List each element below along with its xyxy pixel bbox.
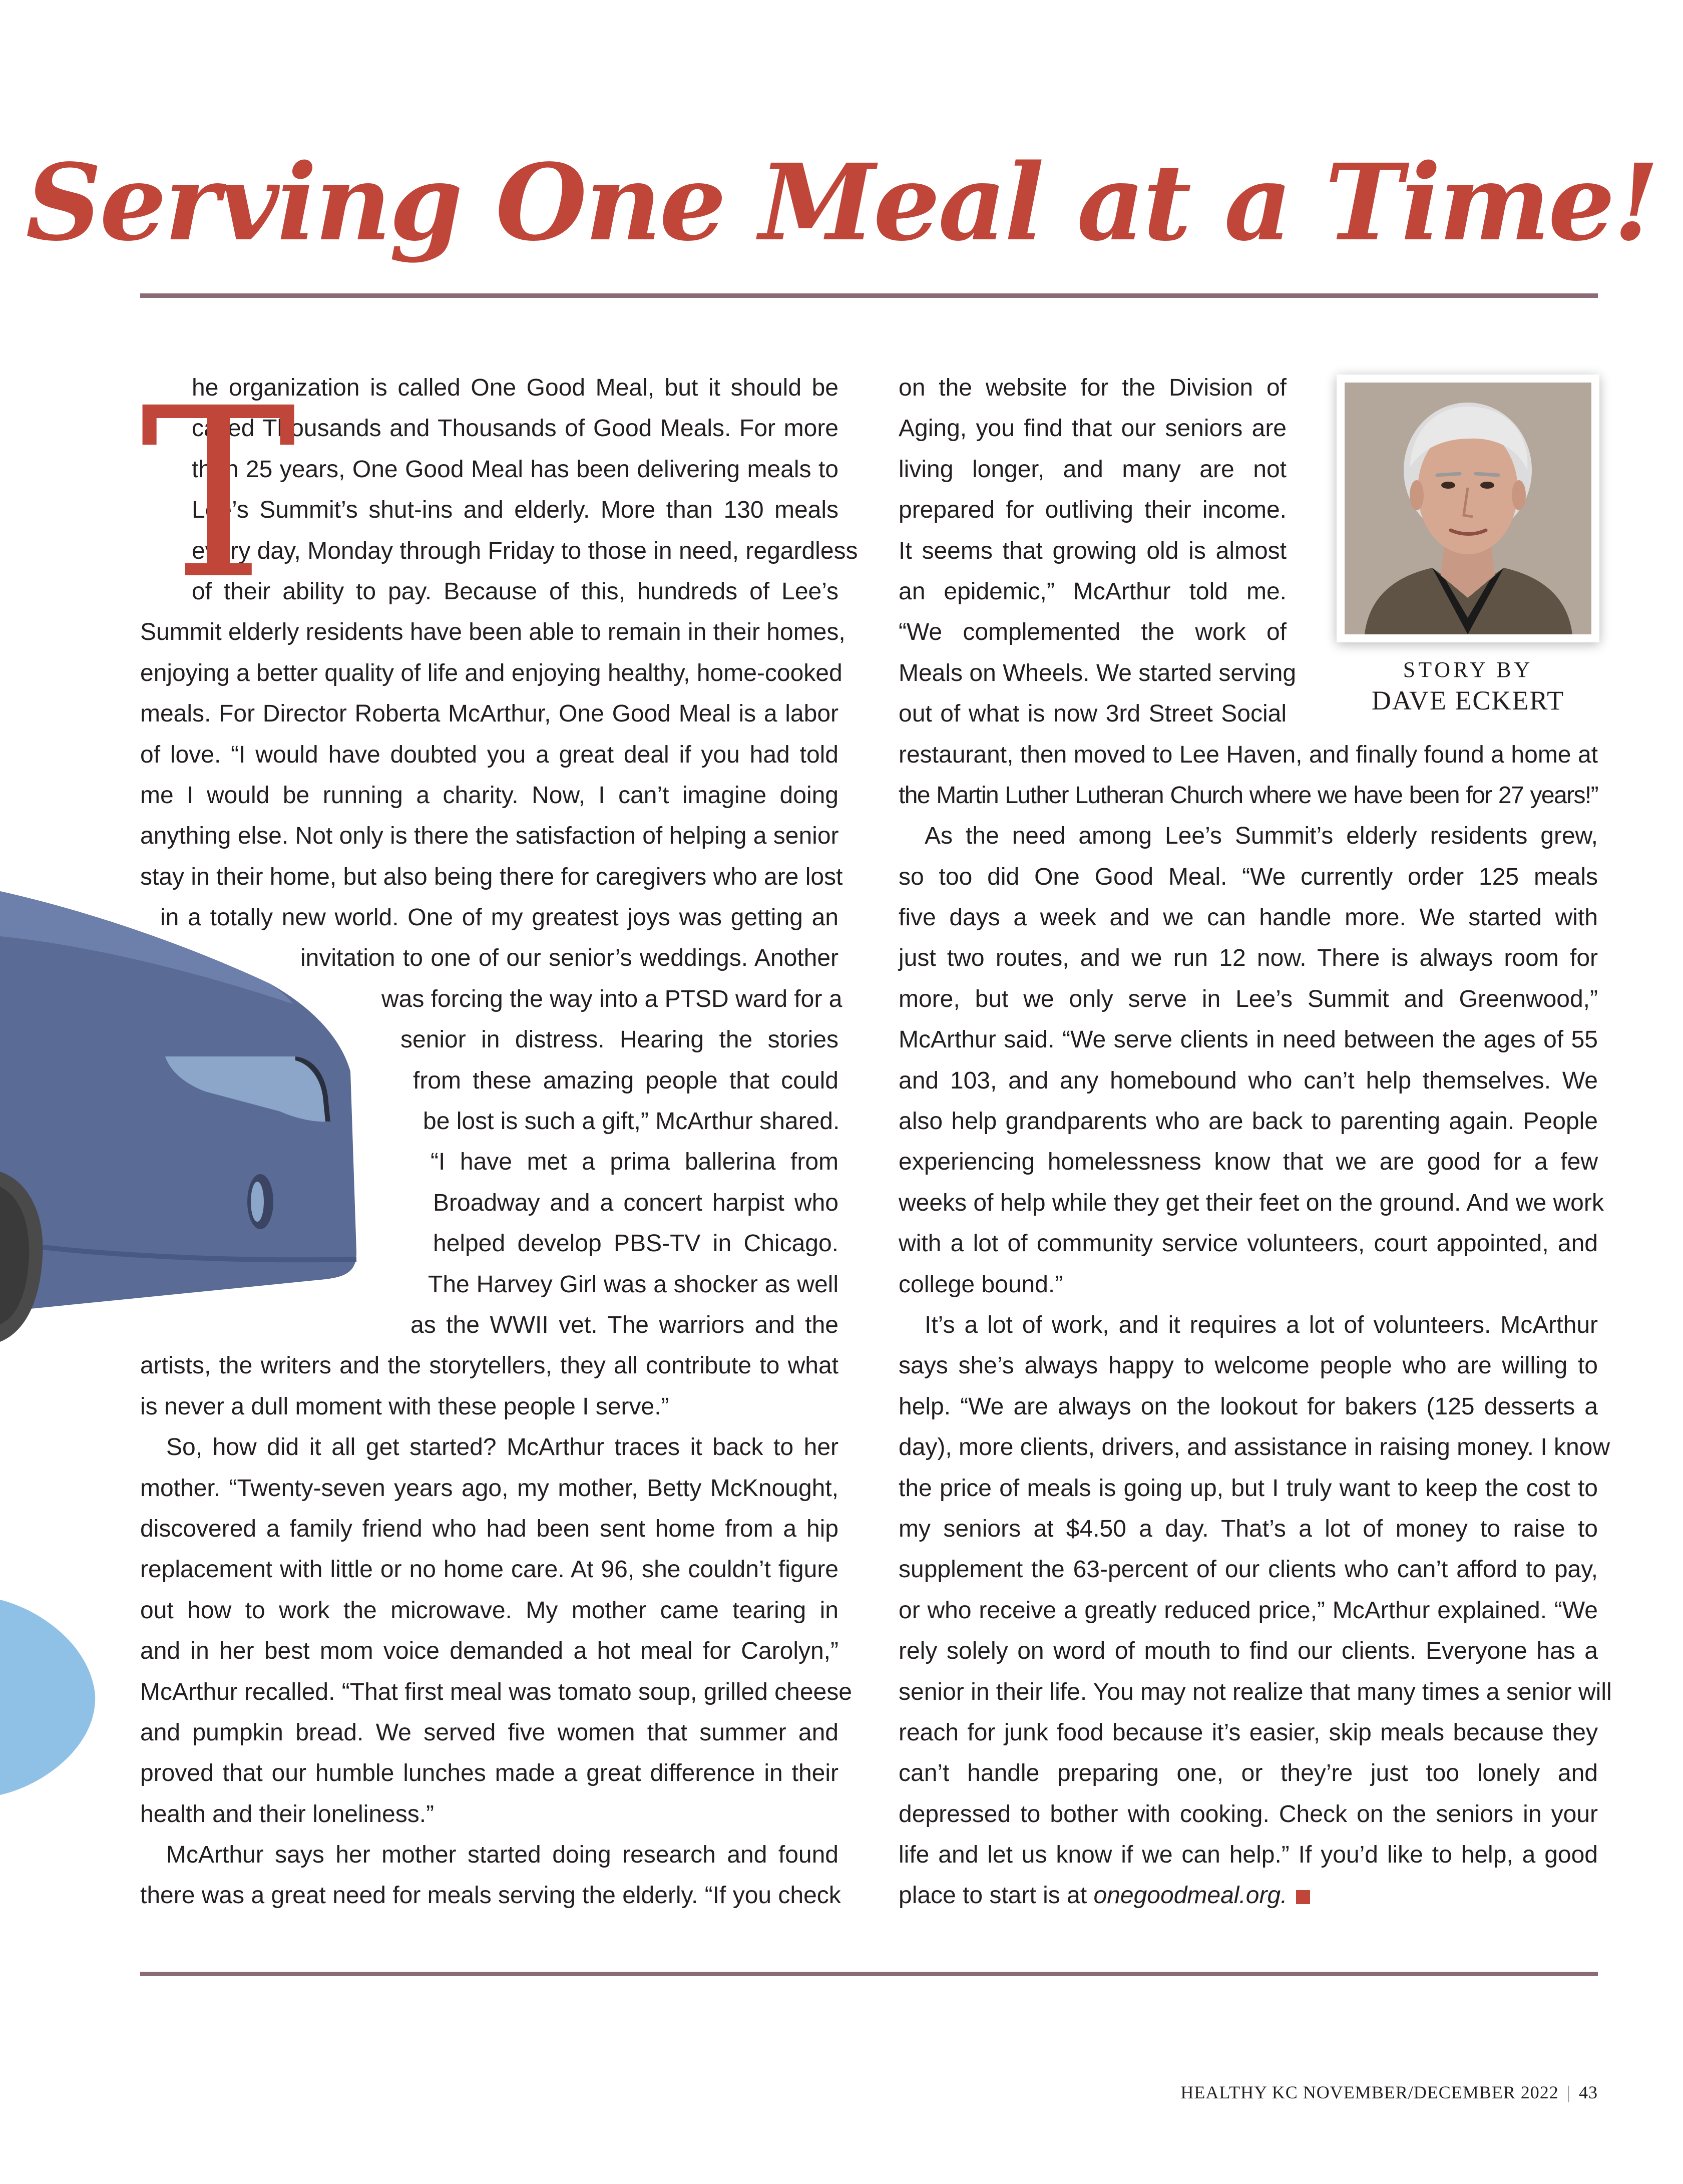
text-line: and 103, and any homebound who can’t help themselves. We — [899, 1067, 1598, 1094]
dropcap-block — [140, 358, 858, 631]
text-line: Aging, you find that our seniors are — [899, 415, 1287, 442]
text-line: senior in their life. You may not realize that many times a senior will — [899, 1678, 1612, 1705]
text-line: is never a dull moment with these people I serve.” — [140, 1393, 669, 1420]
page-number: 43 — [1579, 2082, 1598, 2102]
top-divider — [140, 293, 1598, 298]
text-line: the price of meals is going up, but I truly want to keep the cost to — [899, 1475, 1598, 1502]
text-line: so too did One Good Meal. “We currently order 125 meals — [899, 863, 1598, 890]
text-line: Summit elderly residents have been able to remain in their homes, — [140, 619, 846, 646]
text-line: with a lot of community service volunteers, court appointed, and — [899, 1230, 1598, 1257]
text-line: of love. “I would have doubted you a great deal if you had told — [140, 741, 838, 768]
text-line: Broadway and a concert harpist who — [433, 1189, 838, 1216]
text-beside-photo — [899, 368, 1297, 735]
text-line: or who receive a greatly reduced price,” McArthur explained. “We — [899, 1597, 1598, 1624]
text-line: was forcing the way into a PTSD ward for a — [381, 985, 843, 1012]
text-line: So, how did it all get started? McArthur traces it back to her — [166, 1434, 838, 1461]
text-line: enjoying a better quality of life and enjoying healthy, home-cooked — [140, 659, 843, 686]
text-line: college bound.” — [899, 1271, 1063, 1298]
byline-label: STORY BY — [1403, 657, 1533, 682]
text-line: artists, the writers and the storytellers, they all contribute to what — [140, 1352, 838, 1379]
text-line: restaurant, then moved to Lee Haven, and finally found a home at — [899, 741, 1598, 768]
text-line: of their ability to pay. Because of this, hundreds of Lee’s — [192, 578, 838, 605]
dropcap: T — [140, 358, 297, 631]
bottom-divider — [140, 1972, 1598, 1976]
text-line: in a totally new world. One of my greatest joys was getting an — [160, 904, 838, 931]
text-line: life and let us know if we can help.” If you’d like to help, a good — [899, 1842, 1598, 1869]
text-line: says she’s always happy to welcome people who are willing to — [899, 1352, 1598, 1379]
text-line: me I would be running a charity. Now, I can’t imagine doing — [140, 782, 838, 809]
text-line: out how to work the microwave. My mother came tearing in — [140, 1597, 838, 1624]
text-line: be lost is such a gift,” McArthur shared. — [423, 1108, 840, 1135]
text-line: also help grandparents who are back to parenting again. People — [899, 1108, 1598, 1135]
text-line: on the website for the Division of — [899, 375, 1287, 401]
text-line: anything else. Not only is there the satisfaction of helping a senior — [140, 823, 839, 850]
text-line: depressed to bother with cooking. Check on the seniors in your — [899, 1800, 1598, 1828]
text-line: as the WWII vet. The warriors and the — [410, 1311, 838, 1338]
text-line: five days a week and we can handle more. We started with — [899, 904, 1598, 931]
text-line: supplement the 63-percent of our clients who can’t afford to pay, — [899, 1556, 1598, 1583]
text-line: meals. For Director Roberta McArthur, One Good Meal is a labor — [140, 700, 838, 727]
text-line: an epidemic,” McArthur told me. — [899, 578, 1287, 605]
byline-name: DAVE ECKERT — [1371, 685, 1565, 715]
text-line: every day, Monday through Friday to those in need, regardless — [192, 537, 858, 564]
author-photo-frame — [1337, 375, 1599, 642]
text-line: the Martin Luther Lutheran Church where we have been for 27 years!” — [899, 782, 1598, 809]
text-line: McArthur said. “We serve clients in need between the ages of 55 — [899, 1026, 1598, 1053]
text-line: discovered a family friend who had been sent home from a hip — [140, 1515, 838, 1542]
text-line: Lee’s Summit’s shut-ins and elderly. More than 130 meals — [192, 497, 838, 524]
article-title: Serving One Meal at a Time! — [26, 141, 1657, 264]
text-line: health and their loneliness.” — [140, 1800, 435, 1828]
text-line: replacement with little or no home care. At 96, she couldn’t figure — [140, 1556, 838, 1583]
text-line: Meals on Wheels. We started serving — [899, 659, 1297, 686]
text-line: “We complemented the work of — [899, 619, 1287, 646]
text-line: more, but we only serve in Lee’s Summit and Greenwood,” — [899, 985, 1598, 1012]
text-line: It seems that growing old is almost — [899, 537, 1287, 564]
text-line: experiencing homelessness know that we are good for a few — [899, 1149, 1598, 1176]
text-line: he organization is called One Good Meal, but it should be — [192, 375, 838, 401]
text-line: mother. “Twenty-seven years ago, my mother, Betty McKnought, — [140, 1475, 838, 1502]
text-line: rely solely on word of mouth to find our clients. Everyone has a — [899, 1638, 1598, 1665]
text-line: McArthur says her mother started doing research and found — [166, 1842, 838, 1869]
text-line: proved that our humble lunches made a great difference in their — [140, 1760, 838, 1787]
footer-separator: | — [1566, 2082, 1571, 2102]
text-line: As the need among Lee’s Summit’s elderly residents grew, — [925, 823, 1598, 850]
text-line: McArthur recalled. “That first meal was tomato soup, grilled cheese — [140, 1678, 852, 1705]
text-line: and in her best mom voice demanded a hot meal for Carolyn,” — [140, 1638, 838, 1665]
publication-name: HEALTHY KC NOVEMBER/DECEMBER 2022 — [1180, 2082, 1559, 2102]
closing-line — [899, 1875, 1598, 1916]
text-line: my seniors at $4.50 a day. That’s a lot of money to raise to — [899, 1515, 1598, 1542]
website-link[interactable]: onegoodmeal.org. — [1093, 1882, 1288, 1909]
page-footer — [1180, 2082, 1598, 2103]
text-line: called Thousands and Thousands of Good Meals. For more — [192, 415, 838, 442]
text-line: from these amazing people that could — [413, 1067, 838, 1094]
text-line: helped develop PBS-TV in Chicago. — [433, 1230, 838, 1257]
text-line: than 25 years, One Good Meal has been delivering meals to — [192, 456, 838, 483]
text-line: can’t handle preparing one, or they’re just too lonely and — [899, 1760, 1598, 1787]
text-line: stay in their home, but also being there for caregivers who are lost — [140, 863, 843, 890]
text-line: The Harvey Girl was a shocker as well — [428, 1271, 838, 1298]
text-line: help. “We are always on the lookout for bakers (125 desserts a — [899, 1393, 1598, 1420]
text-line: invitation to one of our senior’s weddings. Another — [300, 945, 838, 972]
text-line: and pumpkin bread. We served five women that summer and — [140, 1719, 838, 1746]
text-line: living longer, and many are not — [899, 456, 1287, 483]
left-column — [140, 358, 858, 1916]
text-line: prepared for outliving their income. — [899, 497, 1287, 524]
text-line: there was a great need for meals serving the elderly. “If you check — [140, 1882, 841, 1909]
text-line: reach for junk food because it’s easier, skip meals because they — [899, 1719, 1598, 1746]
blue-shape-decoration — [0, 1600, 100, 1795]
text-line: out of what is now 3rd Street Social — [899, 700, 1287, 727]
closing-text: place to start is at — [899, 1882, 1094, 1909]
text-line: day), more clients, drivers, and assistance in raising money. I know — [899, 1434, 1610, 1461]
text-line: It’s a lot of work, and it requires a lot of volunteers. McArthur — [925, 1311, 1598, 1338]
text-line: weeks of help while they get their feet on the ground. And we work — [899, 1189, 1604, 1216]
text-line: “I have met a prima ballerina from — [431, 1149, 838, 1176]
text-line: just two routes, and we run 12 now. There is always room for — [899, 945, 1598, 972]
text-line: senior in distress. Hearing the stories — [400, 1026, 838, 1053]
author-photo — [1345, 383, 1591, 634]
end-mark-icon — [1296, 1890, 1310, 1904]
